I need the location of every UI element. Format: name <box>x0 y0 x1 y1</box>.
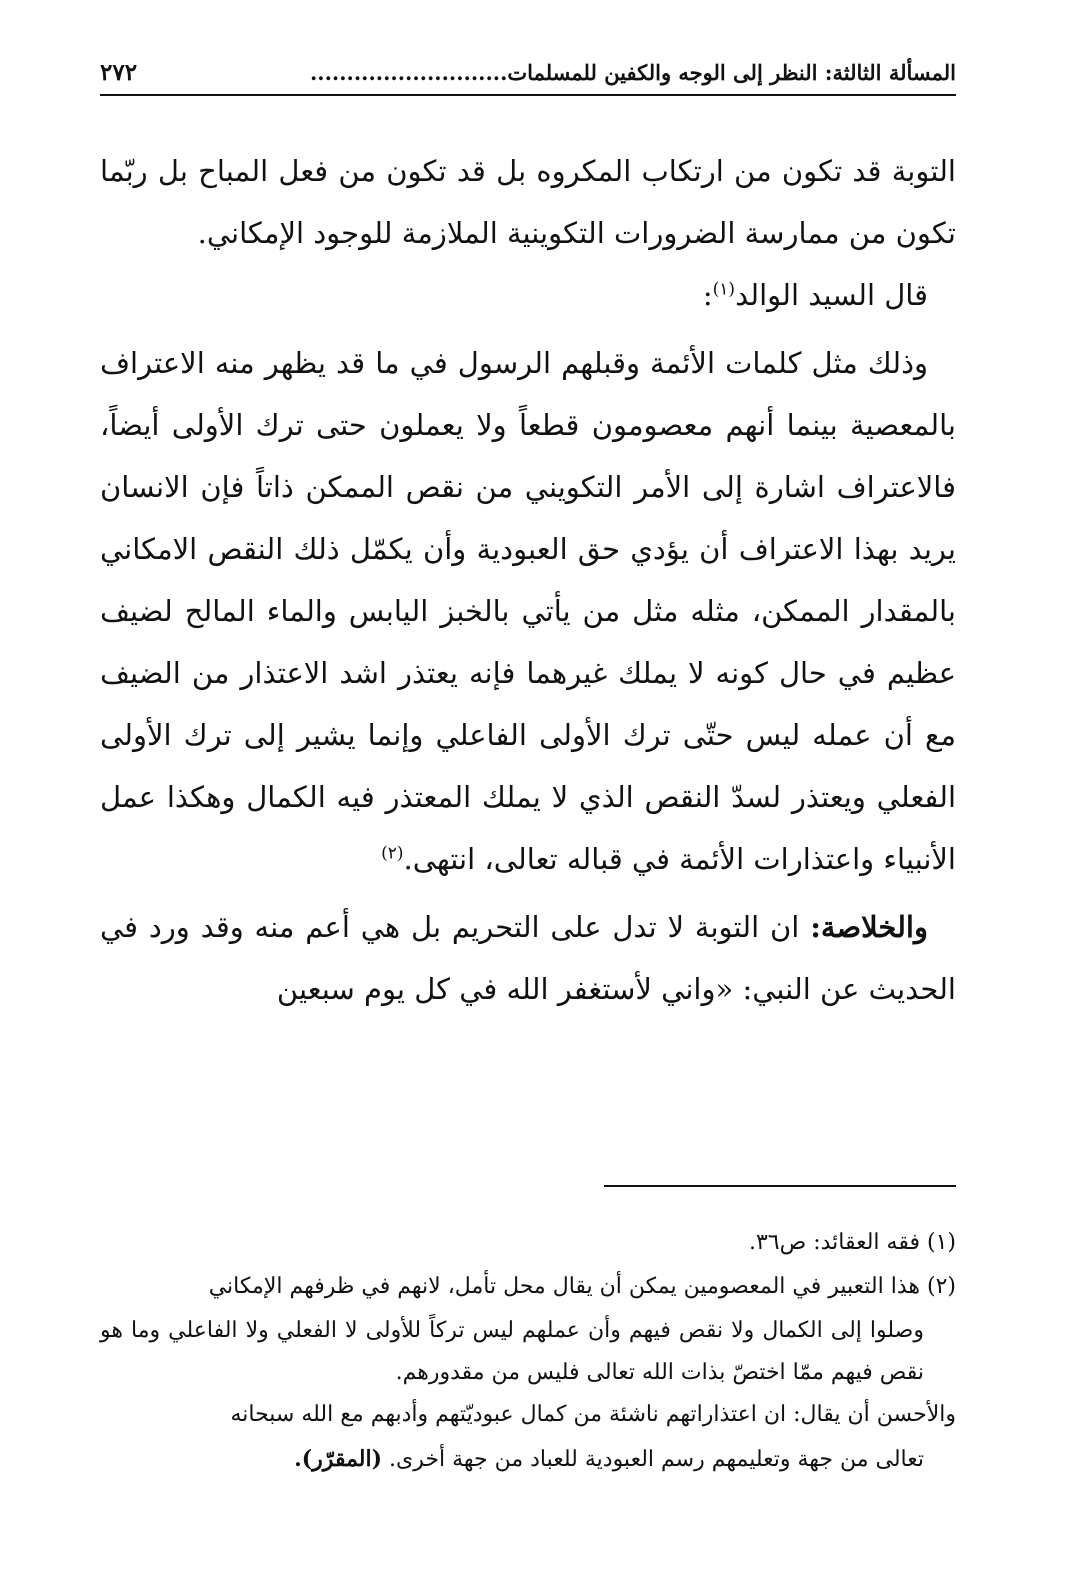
footnote-1-label: (١) <box>926 1230 956 1255</box>
running-header <box>100 50 956 96</box>
paragraph-text: التوبة قد تكون من ارتكاب المكروه بل قد تكون من فعل المباح بل ربّما تكون من ممارسة الضرورات التكوينية الملازمة للوجود الإمكاني. <box>100 154 956 250</box>
footnote-note-text: والأحسن أن يقال: ان اعتذاراتهم ناشئة من كمال عبوديّتهم وأدبهم مع الله سبحانه <box>230 1402 956 1427</box>
quote-intro-text: قال السيد الوالد <box>735 278 928 312</box>
footnote-note <box>100 1394 956 1436</box>
paragraph-quote-intro <box>100 264 956 326</box>
footnote-2-text: هذا التعبير في المعصومين يمكن أن يقال محل تأمل، لانهم في ظرفهم الإمكاني <box>208 1274 920 1299</box>
footnote-note-continuation-text: تعالى من جهة وتعليمهم رسم العبودية للعباد من جهة أخرى. <box>389 1447 924 1472</box>
running-title: المسألة الثالثة: النظر إلى الوجه والكفين للمسلمات........................... <box>310 59 956 85</box>
paragraph-quote <box>100 332 956 890</box>
quote-text: وذلك مثل كلمات الأئمة وقبلهم الرسول في ما قد يظهر منه الاعتراف بالمعصية بينما أنهم معصومون قطعاً ولا يعملون حتى ترك الأولى أيضاً، فالاعتراف اشارة إلى الأمر التكويني من نقص الممكن ذاتاً فإن الانسان يريد بهذا الاعتراف أن يؤدي حق العبودية وأن يكمّل ذلك النقص الامكاني بالمقدار الممكن، مثله مثل من يأتي بالخبز اليابس والماء المالح لضيف عظيم في حال كونه لا يملك غيرهما فإنه يعتذر اشد الاعتذار من الضيف مع أن عمله ليس حتّى ترك الأولى الفاعلي وإنما يشير إلى ترك الأولى الفعلي ويعتذر لسدّ النقص الذي لا يملك المعتذر فيه الكمال وهكذا عمل الأنبياء واعتذارات الأئمة في قباله تعالى، انتهى. <box>100 346 956 876</box>
footnote-2-continuation-text: وصلوا إلى الكمال ولا نقص فيهم وأن عملهم ليس تركاً للأولى لا الفعلي ولا الفاعلي وما هو نقص فيهم ممّا اختصّ بذات الله تعالى فليس من مقدورهم. <box>100 1318 924 1385</box>
quote-intro-colon: : <box>702 278 713 312</box>
main-text <box>100 140 956 1020</box>
footnote-note-continuation <box>100 1438 956 1481</box>
footnote-separator <box>604 1185 956 1187</box>
footnote-2-continuation <box>100 1310 956 1394</box>
footnote-1-text: فقه العقائد: ص٣٦. <box>748 1230 920 1255</box>
footnote-marker-1: (١) <box>712 279 736 300</box>
footnote-2 <box>100 1266 956 1308</box>
footnotes <box>100 1222 956 1481</box>
page-number: ٢٧٢ <box>100 58 138 86</box>
conclusion-label: والخلاصة: <box>810 910 928 944</box>
conclusion-text: ان التوبة لا تدل على التحريم بل هي أعم منه وقد ورد في الحديث عن النبي: «واني لأستغفر الله في كل يوم سبعين <box>100 910 956 1006</box>
footnote-marker-2: (٢) <box>381 843 404 864</box>
footnote-2-label: (٢) <box>926 1274 956 1299</box>
book-page <box>100 0 956 1590</box>
footnote-1 <box>100 1222 956 1264</box>
paragraph-repentance <box>100 140 956 264</box>
paragraph-conclusion <box>100 896 956 1020</box>
footnote-signature: (المقرّر). <box>294 1446 383 1472</box>
